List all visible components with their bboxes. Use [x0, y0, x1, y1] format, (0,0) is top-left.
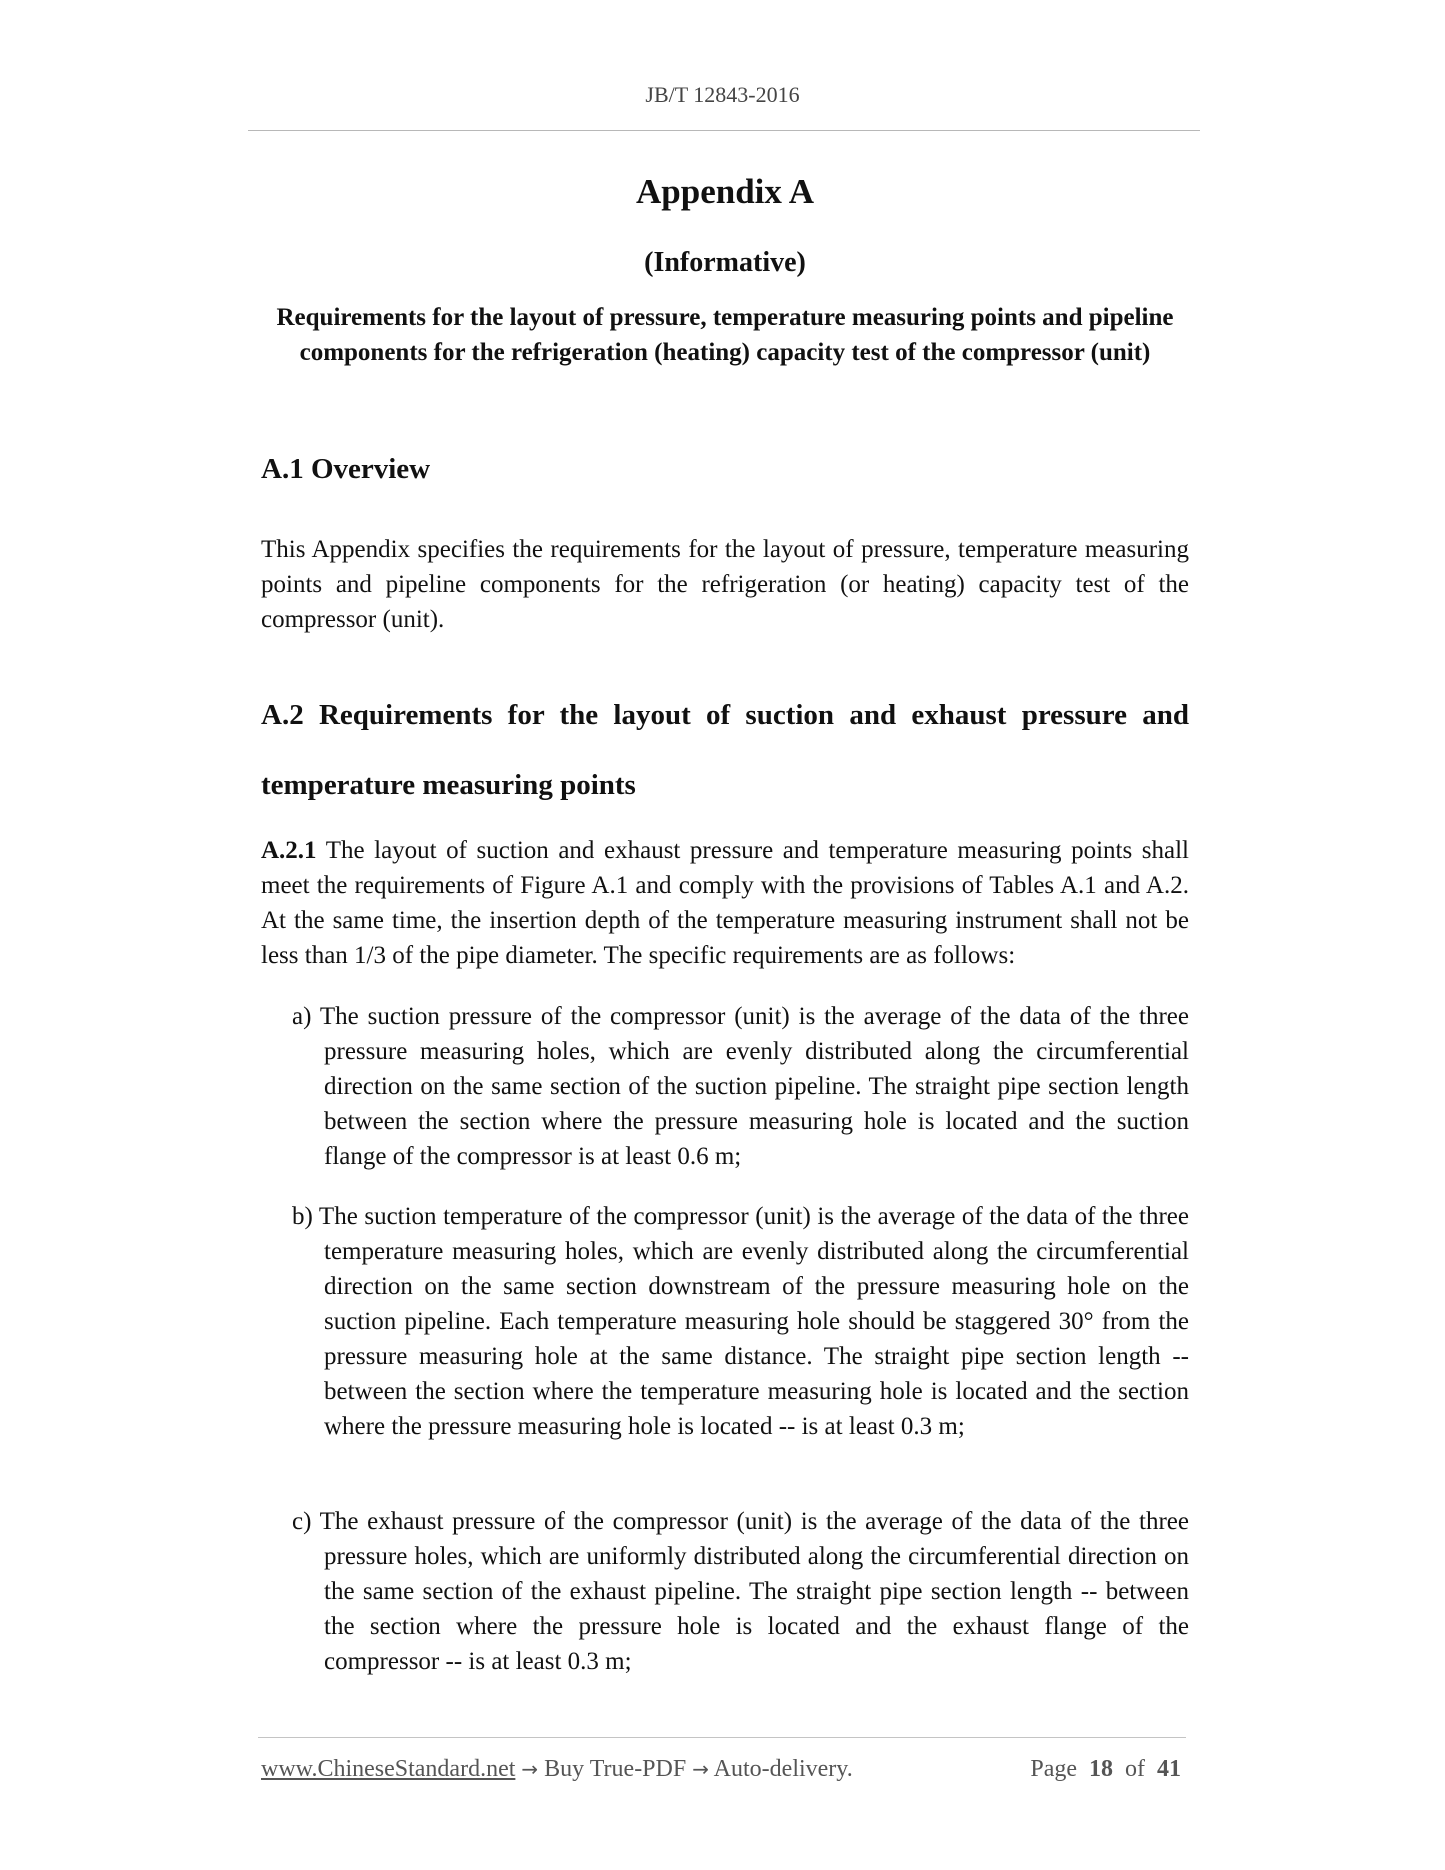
of-label: of	[1125, 1756, 1145, 1782]
page-label: Page	[1030, 1756, 1077, 1782]
appendix-description: Requirements for the layout of pressure, temperature measuring points and pipeline components for the refrigeration (heating) capacity test of the compressor (unit)	[276, 304, 1174, 366]
footer-divider	[258, 1737, 1186, 1738]
site-link[interactable]: www.ChineseStandard.net	[261, 1756, 516, 1782]
appendix-type: (Informative)	[644, 247, 806, 278]
list-item-text: c) The exhaust pressure of the compressor (unit) is the average of the data of the three pressure holes, which are uniformly distributed along the circumferential direction on the same section of the exhaust pipeline. The straight pipe section length -- between the section where the pressure hole is located and the exhaust flange of the compressor -- is at least 0.3 m;	[292, 1508, 1189, 1675]
clause-text: The layout of suction and exhaust pressure and temperature measuring points shall meet the requirements of Figure A.1 and comply with the provisions of Tables A.1 and A.2. At the same time, the insertion depth of the temperature measuring instrument shall not be less than 1/3 of the pipe diameter. The specific requirements are as follows:	[261, 837, 1189, 969]
buy-text: Buy True-PDF	[544, 1756, 687, 1782]
list-item-a	[292, 999, 1189, 1174]
section-a1-paragraph: This Appendix specifies the requirements for the layout of pressure, temperature measuring points and pipeline components for the refrigeration (or heating) capacity test of the compressor (unit).	[261, 536, 1189, 633]
section-a2-heading: A.2 Requirements for the layout of suction and exhaust pressure and temperature measuring points	[261, 699, 1189, 801]
list-item-c	[292, 1504, 1189, 1679]
list-item-b	[292, 1199, 1189, 1444]
page-total: 41	[1157, 1756, 1181, 1782]
page-current: 18	[1089, 1756, 1113, 1782]
page-number	[1030, 1754, 1181, 1784]
list-item-text: b) The suction temperature of the compressor (unit) is the average of the data of the three temperature measuring holes, which are evenly distributed along the circumferential direction on the same section downstream of the pressure measuring hole on the suction pipeline. Each temperature measuring hole should be staggered 30° from the pressure measuring hole at the same distance. The straight pipe section length -- between the section where the temperature measuring hole is located and the section where the pressure measuring hole is located -- is at least 0.3 m;	[292, 1203, 1189, 1440]
arrow-right-icon: →	[521, 1757, 539, 1781]
section-a1-heading: A.1 Overview	[261, 453, 431, 485]
footer-promo	[261, 1754, 853, 1784]
document-id-header: JB/T 12843-2016	[645, 82, 800, 107]
appendix-title: Appendix A	[636, 172, 814, 211]
delivery-text: Auto-delivery.	[713, 1756, 853, 1782]
clause-number: A.2.1	[261, 837, 317, 864]
list-item-text: a) The suction pressure of the compressor (unit) is the average of the data of the three pressure measuring holes, which are evenly distributed along the circumferential direction on the same section of the suction pipeline. The straight pipe section length between the section where the pressure measuring hole is located and the suction flange of the compressor is at least 0.6 m;	[292, 1003, 1189, 1170]
arrow-right-icon: →	[692, 1757, 709, 1781]
header-divider	[248, 130, 1200, 131]
clause-a21-paragraph	[261, 833, 1189, 973]
